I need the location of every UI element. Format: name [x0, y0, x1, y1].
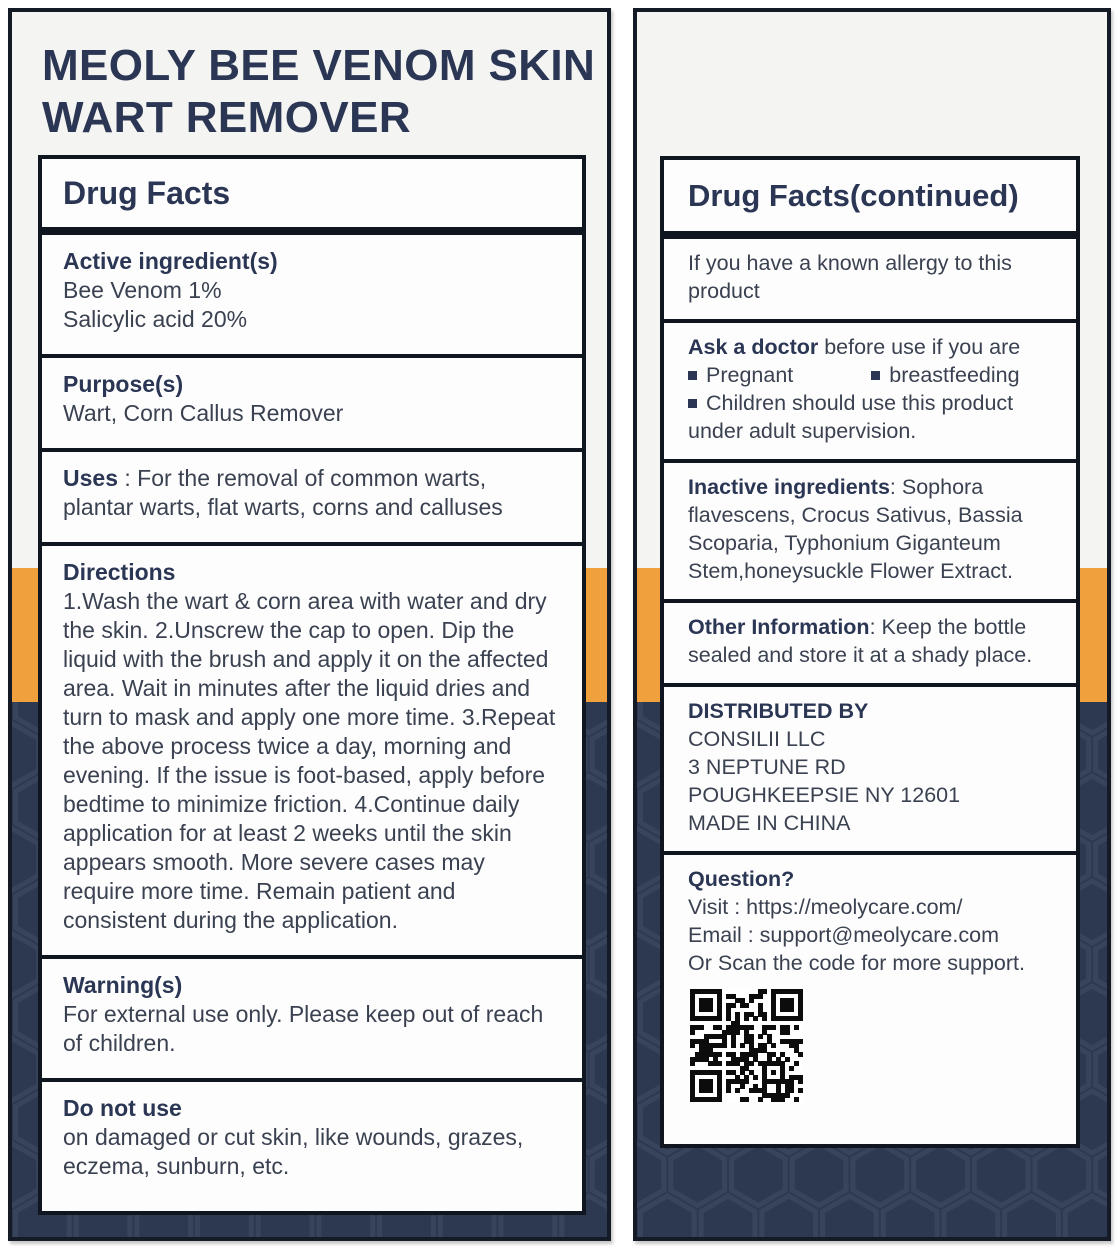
distributor-line: POUGHKEEPSIE NY 12601: [688, 783, 961, 808]
uses-heading: Uses: [63, 465, 118, 492]
section-ask-a-doctor: [664, 319, 1076, 459]
section-directions: [42, 542, 582, 955]
bullet-breastfeeding: breastfeeding: [871, 361, 1019, 389]
right-panel: [633, 8, 1111, 1241]
bullet-pregnant: Pregnant: [688, 361, 793, 389]
product-title: [42, 40, 602, 144]
section-allergy: [664, 235, 1076, 319]
drug-facts-box: [38, 155, 586, 1215]
section-inactive-ingredients: [664, 459, 1076, 599]
directions-heading: Directions: [63, 559, 176, 586]
do-not-use-heading: Do not use: [63, 1095, 182, 1122]
distributor-line: 3 NEPTUNE RD: [688, 755, 846, 780]
section-question: [664, 851, 1076, 1144]
section-active-ingredients: [42, 231, 582, 354]
left-panel: [8, 8, 611, 1241]
other-information-text: : Keep the bottle sealed and store it at a shady place.: [688, 615, 1033, 668]
other-information-heading: Other Information: [688, 615, 870, 640]
bullet-children: Children should use this product under adult supervision.: [688, 391, 1014, 444]
active-ingredients-heading: Active ingredient(s): [63, 248, 278, 275]
section-do-not-use: [42, 1078, 582, 1211]
uses-text: : For the removal of common warts, plantar warts, flat warts, corns and calluses: [63, 465, 503, 521]
warnings-heading: Warning(s): [63, 972, 183, 999]
drug-facts-continued-header: Drug Facts(continued): [664, 160, 1076, 235]
product-title-line2: WART REMOVER: [42, 92, 412, 142]
question-heading: Question?: [688, 867, 795, 892]
distributed-by-heading: DISTRIBUTED BY: [688, 699, 869, 724]
warnings-text: For external use only. Please keep out of reach of children.: [63, 1001, 544, 1057]
question-visit-line: Visit : https://meolycare.com/: [688, 895, 963, 920]
bullet-gap: [793, 361, 871, 389]
section-uses: [42, 448, 582, 542]
inactive-ingredients-text: : Sophora flavescens, Crocus Sativus, Bassia Scoparia, Typhonium Giganteum Stem,honeysuckle Flower Extract.: [688, 475, 1023, 584]
allergy-text: If you have a known allergy to this product: [688, 251, 1012, 304]
section-purpose: [42, 354, 582, 448]
inactive-ingredients-heading: Inactive ingredients: [688, 475, 890, 500]
square-bullet-icon: [688, 371, 697, 380]
do-not-use-text: on damaged or cut skin, like wounds, grazes, eczema, sunburn, etc.: [63, 1124, 524, 1180]
distributor-line: CONSILII LLC: [688, 727, 826, 752]
active-ingredient-line: Bee Venom 1%: [63, 277, 222, 304]
drug-facts-header: Drug Facts: [42, 159, 582, 231]
square-bullet-icon: [871, 371, 880, 380]
section-other-information: [664, 599, 1076, 683]
drug-facts-continued-box: [660, 156, 1080, 1148]
section-distributed-by: [664, 683, 1076, 851]
qr-code: [690, 989, 803, 1102]
product-title-line1: MEOLY BEE VENOM SKIN: [42, 41, 596, 90]
question-email-line: Email : support@meolycare.com: [688, 923, 999, 948]
active-ingredient-line: Salicylic acid 20%: [63, 306, 248, 333]
ask-bullet-row: [688, 361, 1058, 389]
purpose-heading: Purpose(s): [63, 371, 184, 398]
section-warnings: [42, 955, 582, 1078]
directions-text: 1.Wash the wart & corn area with water and dry the skin. 2.Unscrew the cap to open. Dip the liquid with the brush and apply it on the affected area. Wait in minutes after the liquid dries and turn to mask and apply one more time. 3.Repeat the above process twice a day, morning and evening. If the issue is foot-based, apply before bedtime to minimize friction. 4.Continue daily application for at least 2 weeks until the skin appears smooth. More severe cases may require more time. Remain patient and consistent during the application.: [63, 588, 556, 934]
distributor-line: MADE IN CHINA: [688, 811, 851, 836]
square-bullet-icon: [688, 399, 697, 408]
purpose-line: Wart, Corn Callus Remover: [63, 400, 344, 427]
question-scan-line: Or Scan the code for more support.: [688, 951, 1025, 976]
ask-a-doctor-heading: Ask a doctor: [688, 335, 819, 360]
ask-a-doctor-text: before use if you are: [818, 335, 1021, 360]
